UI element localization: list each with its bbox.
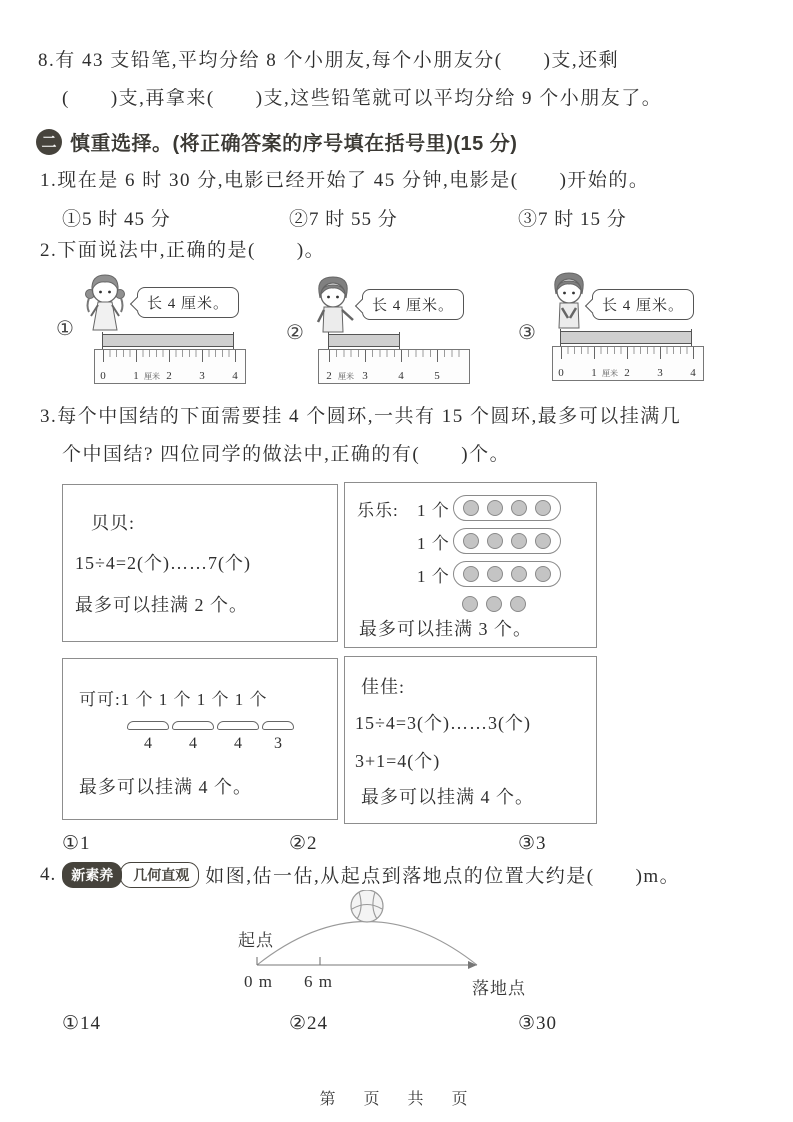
ring-icon — [463, 566, 479, 582]
ruler-body — [94, 349, 246, 384]
speech-bubble: 长 4 厘米。 — [137, 287, 239, 318]
equation: 3+1=4(个) — [355, 751, 441, 771]
ring-icon — [487, 566, 503, 582]
equation: 15÷4=3(个)……3(个) — [355, 713, 532, 733]
student-name: 乐乐: — [357, 500, 399, 520]
count-value: 4 — [234, 735, 242, 752]
ruler-figure-2 — [318, 332, 470, 386]
conclusion: 最多可以挂满 4 个。 — [361, 787, 534, 807]
start-point-label: 起点 — [238, 931, 274, 950]
loaf-bracket-icon — [217, 721, 259, 730]
question-8-line2: ( )支,再拿来( )支,这些铅笔就可以平均分给 9 个小朋友了。 — [62, 88, 663, 109]
trajectory-diagram — [252, 890, 482, 975]
count-value: 3 — [274, 735, 282, 752]
figure-2-number: ② — [286, 322, 304, 344]
ring-group — [453, 561, 561, 587]
q3-option-1: ①1 — [62, 833, 91, 854]
section-number-icon: 二 — [36, 129, 62, 155]
equation: 15÷4=2(个)……7(个) — [75, 553, 252, 573]
count-value: 4 — [189, 735, 197, 752]
ruler-label: 0 — [100, 370, 106, 382]
answer-box-lele — [344, 482, 597, 648]
ring-icon — [535, 500, 551, 516]
speech-bubble: 长 4 厘米。 — [362, 289, 464, 320]
ruler-label: 2 — [326, 370, 332, 382]
loaf-bracket-icon — [127, 721, 169, 730]
student-name: 贝贝: — [91, 513, 136, 533]
ring-icon — [486, 596, 502, 612]
q3-option-2: ②2 — [289, 833, 318, 854]
ring-icon — [535, 533, 551, 549]
ruler-label: 5 — [434, 370, 440, 382]
figure-1-number: ① — [56, 318, 74, 340]
answer-box-jiajia — [344, 656, 597, 824]
ring-icon — [462, 596, 478, 612]
loaf-bracket-icon — [262, 721, 294, 730]
ring-icon — [487, 500, 503, 516]
count-value: 4 — [144, 735, 152, 752]
question-2-text: 2.下面说法中,正确的是( )。 — [40, 240, 326, 261]
ring-icon — [511, 500, 527, 516]
figure-3-number: ③ — [518, 322, 536, 344]
ruler-label: 4 — [690, 367, 696, 379]
q4-option-1: ①14 — [62, 1013, 102, 1034]
ring-group — [453, 528, 561, 554]
ruler-cm-label: 厘米 — [338, 372, 354, 381]
group-label: 1 个 — [417, 533, 450, 553]
ring-icon — [511, 533, 527, 549]
ring-icon — [487, 533, 503, 549]
question-8-line1: 8.有 43 支铅笔,平均分给 8 个小朋友,每个小朋友分( )支,还剩 — [38, 50, 620, 71]
q4-option-2: ②24 — [289, 1013, 329, 1034]
ruler-label: 3 — [657, 367, 663, 379]
ring-icon — [511, 566, 527, 582]
q1-option-2: ②7 时 55 分 — [289, 209, 398, 230]
question-4-text: 如图,估一估,从起点到落地点的位置大约是( )m。 — [205, 866, 681, 887]
ring-group — [453, 495, 561, 521]
ruler-label: 4 — [232, 370, 238, 382]
ring-icon — [510, 596, 526, 612]
speech-bubble: 长 4 厘米。 — [592, 289, 694, 320]
zero-meter-label: 0 m — [244, 972, 273, 991]
q4-option-3: ③30 — [518, 1013, 558, 1034]
ruler-label: 1 — [133, 370, 139, 382]
conclusion: 最多可以挂满 2 个。 — [75, 595, 248, 615]
loaf-bracket-icon — [172, 721, 214, 730]
ruler-figure-3 — [552, 329, 704, 383]
question-1-text: 1.现在是 6 时 30 分,电影已经开始了 45 分钟,电影是( )开始的。 — [40, 170, 650, 191]
count-row — [127, 735, 294, 753]
student-line: 可可:1 个 1 个 1 个 1 个 — [79, 690, 268, 709]
ruler-body — [318, 349, 470, 384]
six-meter-label: 6 m — [304, 972, 333, 991]
ruler-cm-label: 厘米 — [144, 372, 160, 381]
ruler-label: 3 — [362, 370, 368, 382]
girl-cartoon-icon — [78, 268, 132, 338]
new-competency-badge: 新素养 — [62, 862, 122, 888]
conclusion: 最多可以挂满 3 个。 — [359, 619, 532, 639]
ring-icon — [463, 500, 479, 516]
ruler-label: 2 — [624, 367, 630, 379]
ruler-label: 2 — [166, 370, 172, 382]
ruler-label: 3 — [199, 370, 205, 382]
page-footer: 第 页 共 页 — [319, 1091, 474, 1108]
ruler-body — [552, 346, 704, 381]
question-4-number: 4. — [40, 863, 57, 885]
conclusion: 最多可以挂满 4 个。 — [79, 777, 252, 797]
group-label: 1 个 — [417, 566, 450, 586]
answer-box-beibei — [62, 484, 338, 642]
q1-option-3: ③7 时 15 分 — [518, 209, 627, 230]
ruler-cm-label: 厘米 — [602, 369, 618, 378]
measured-strip — [102, 334, 234, 347]
ring-icon — [463, 533, 479, 549]
measured-strip — [328, 334, 400, 347]
measured-strip — [560, 331, 692, 344]
ruler-label: 0 — [558, 367, 564, 379]
ring-icon — [535, 566, 551, 582]
q3-option-3: ③3 — [518, 833, 547, 854]
section-2-title: 慎重选择。(将正确答案的序号填在括号里)(15 分) — [70, 133, 518, 155]
question-3-line2: 个中国结? 四位同学的做法中,正确的有( )个。 — [62, 444, 511, 465]
loose-rings — [462, 596, 526, 612]
answer-box-keke — [62, 658, 338, 820]
q1-option-1: ①5 时 45 分 — [62, 209, 171, 230]
student-name: 佳佳: — [361, 677, 406, 697]
question-4-line — [40, 861, 680, 888]
ruler-label: 1 — [591, 367, 597, 379]
geometric-intuition-badge: 几何直观 — [120, 862, 199, 888]
section-2-header — [36, 127, 517, 156]
question-3-line1: 3.每个中国结的下面需要挂 4 个圆环,一共有 15 个圆环,最多可以挂满几 — [40, 406, 682, 427]
group-label: 1 个 — [417, 500, 450, 520]
ruler-label: 4 — [398, 370, 404, 382]
ruler-figure-1 — [94, 332, 246, 386]
loaf-brackets — [127, 721, 294, 730]
volleyball-icon — [351, 890, 383, 922]
landing-point-label: 落地点 — [472, 979, 526, 998]
